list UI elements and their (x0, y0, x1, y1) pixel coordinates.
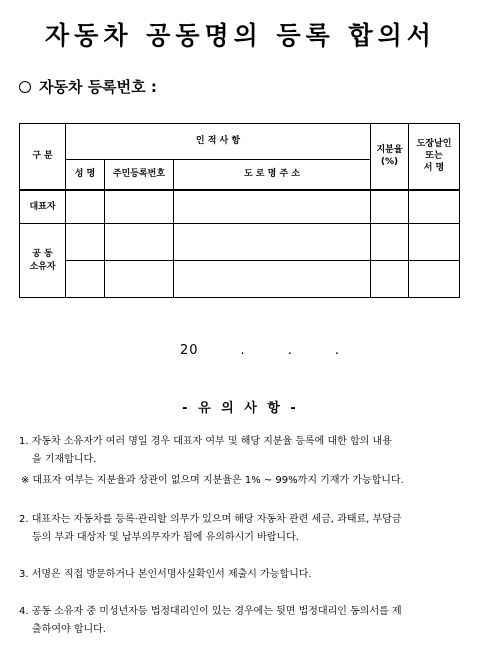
header-personal-info: 인 적 사 항 (66, 124, 371, 160)
notice-item-1-remark: ※ 대표자 여부는 지분율과 상관이 없으며 지분율은 1% ~ 99%까지 기재가 가능합니다. (21, 475, 404, 486)
representative-share-cell[interactable] (371, 190, 409, 224)
co-owner2-rrn-cell[interactable] (105, 261, 174, 298)
notice-item-4-continuation: 출하여야 합니다. (32, 624, 106, 635)
co-owner2-sign-cell[interactable] (409, 261, 460, 298)
notice-item-4-text: 4. 공동 소유자 중 미성년자등 법정대리인이 있는 경우에는 뒷면 법정대리인 동의서를 제 (19, 606, 402, 617)
notice-item-2-text: 2. 대표자는 자동차를 등록·관리할 의무가 있으며 해당 자동차 관련 세금, 과태료, 부담금 (19, 514, 402, 525)
notice-item-4 (19, 603, 464, 639)
header-seal-line2: 또는 (425, 151, 443, 162)
date-separator: . (240, 343, 246, 358)
co-owner1-share-cell[interactable] (371, 224, 409, 261)
registration-number-line (19, 76, 157, 97)
notice-item-2 (19, 511, 464, 547)
co-owner1-address-cell[interactable] (174, 224, 371, 261)
co-owner1-rrn-cell[interactable] (105, 224, 174, 261)
header-resident-number: 주민등록번호 (105, 160, 174, 190)
date-separator: . (334, 343, 340, 358)
table-row-co-owner (20, 224, 460, 261)
notice-item-1 (19, 433, 464, 469)
registration-number-label: 자동차 등록번호 : (39, 78, 157, 96)
co-owner2-share-cell[interactable] (371, 261, 409, 298)
header-road-address: 도 로 명 주 소 (174, 160, 371, 190)
header-seal-or-signature (409, 124, 460, 190)
header-seal-line3: 서 명 (423, 163, 445, 174)
row-label-co-owner (20, 224, 66, 298)
header-share-ratio (371, 124, 409, 190)
header-category: 구 분 (20, 124, 66, 190)
header-share-unit: (%) (380, 157, 399, 168)
row-label-representative: 대표자 (20, 190, 66, 224)
co-owner1-name-cell[interactable] (66, 224, 105, 261)
representative-rrn-cell[interactable] (105, 190, 174, 224)
representative-sign-cell[interactable] (409, 190, 460, 224)
circle-bullet-icon (19, 81, 31, 93)
notice-item-2-continuation: 등의 부과 대상자 및 납부의무자가 됨에 유의하시기 바랍니다. (32, 532, 299, 543)
representative-address-cell[interactable] (174, 190, 371, 224)
notice-heading: - 유 의 사 항 - (182, 401, 299, 416)
date-year: 20 (180, 343, 199, 358)
header-name: 성 명 (66, 160, 105, 190)
co-owner-label-line2: 소유자 (29, 261, 56, 272)
notice-item-3: 3. 서명은 직접 방문하거나 본인서명사실확인서 제출시 가능합니다. (19, 569, 312, 580)
co-owner2-name-cell[interactable] (66, 261, 105, 298)
document-title: 자동차 공동명의 등록 합의서 (45, 21, 436, 50)
co-owner1-sign-cell[interactable] (409, 224, 460, 261)
table-row-representative (20, 190, 460, 224)
table-row-co-owner (20, 261, 460, 298)
notice-item-1-text: 1. 자동차 소유자가 여러 명일 경우 대표자 여부 및 해당 지분율 등록에 대한 합의 내용 (19, 436, 392, 447)
owner-agreement-table (19, 123, 460, 298)
header-share-label: 지분율 (376, 145, 403, 156)
notice-item-1-continuation: 을 기재합니다. (32, 454, 97, 465)
date-separator: . (287, 343, 293, 358)
header-seal-line1: 도장날인 (416, 139, 452, 150)
representative-name-cell[interactable] (66, 190, 105, 224)
co-owner2-address-cell[interactable] (174, 261, 371, 298)
date-line (180, 343, 340, 358)
co-owner-label-line1: 공 동 (32, 249, 53, 260)
